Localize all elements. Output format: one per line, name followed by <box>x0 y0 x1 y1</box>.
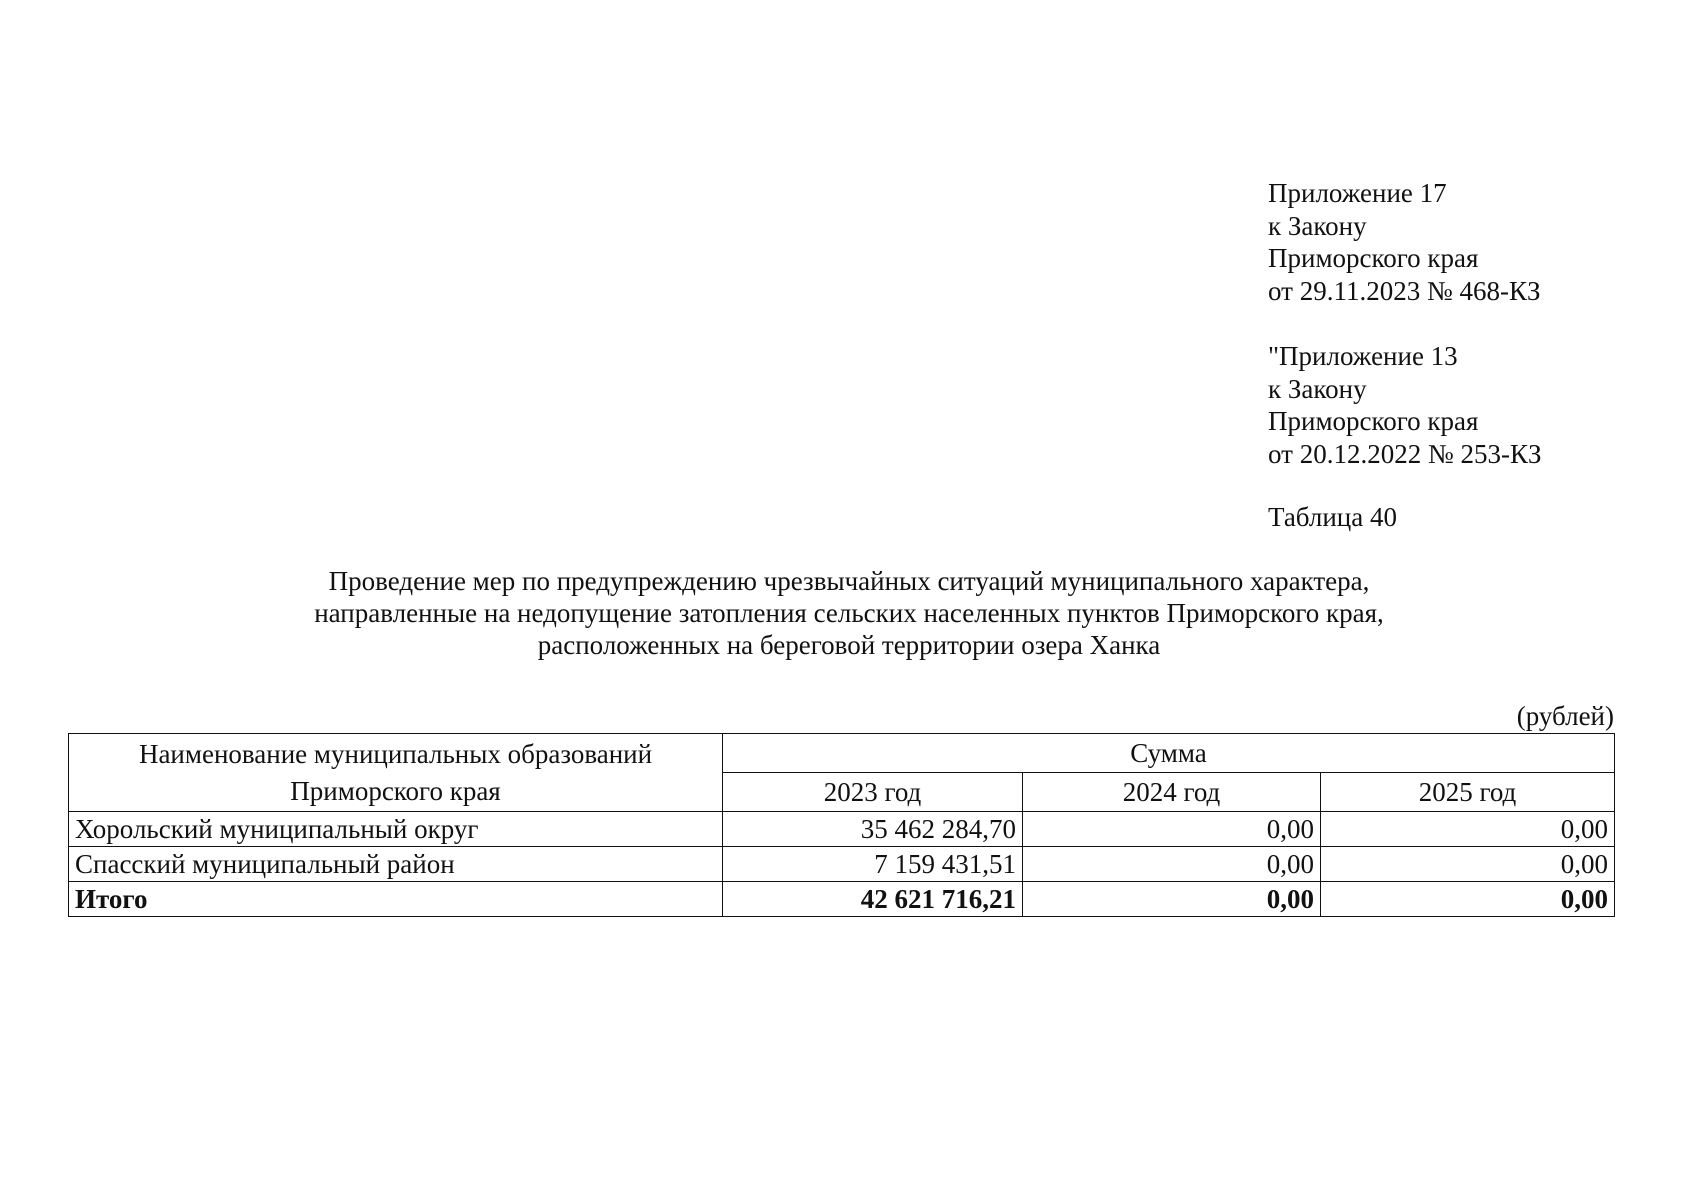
amount-2023: 7 159 431,51 <box>723 847 1023 882</box>
header-line: Приморского края <box>290 775 501 806</box>
annex-line: от 20.12.2022 № 253-КЗ <box>1268 438 1542 469</box>
municipality-column-header <box>69 734 723 812</box>
document-title <box>0 565 1698 661</box>
annex-line: к Закону <box>1268 210 1367 241</box>
amount-2023: 35 462 284,70 <box>723 812 1023 847</box>
total-2025: 0,00 <box>1321 882 1615 917</box>
table-header-row <box>69 734 1615 773</box>
annex-line: Приморского края <box>1268 406 1479 436</box>
year-header-2024: 2024 год <box>1023 773 1321 812</box>
table-label: Таблица 40 <box>1268 502 1397 532</box>
amount-2025: 0,00 <box>1321 812 1615 847</box>
municipality-name: Хорольский муниципальный округ <box>69 812 723 847</box>
total-2024: 0,00 <box>1023 882 1321 917</box>
title-line: направленные на недопущение затопления сельских населенных пунктов Приморского края, <box>314 598 1384 628</box>
units-label: (рублей) <box>1516 701 1614 731</box>
annex-reference <box>1268 177 1541 534</box>
amount-2025: 0,00 <box>1321 847 1615 882</box>
table-row <box>69 812 1615 847</box>
table-row <box>69 847 1615 882</box>
annex-line: к Закону <box>1268 373 1367 404</box>
total-2023: 42 621 716,21 <box>723 882 1023 917</box>
total-label: Итого <box>69 882 723 917</box>
header-line: Наименование муниципальных образований <box>138 738 653 769</box>
amount-2024: 0,00 <box>1023 847 1321 882</box>
amount-2024: 0,00 <box>1023 812 1321 847</box>
total-row <box>69 882 1615 917</box>
year-header-2025: 2025 год <box>1321 773 1615 812</box>
annex-line: от 29.11.2023 № 468-КЗ <box>1268 275 1541 306</box>
title-line: Проведение мер по предупреждению чрезвычайных ситуаций муниципального характера, <box>328 566 1370 596</box>
annex-line: "Приложение 13 <box>1268 341 1458 371</box>
title-line: расположенных на береговой территории озера Ханка <box>537 630 1161 660</box>
annex-line: Приложение 17 <box>1268 178 1447 208</box>
annex-line: Приморского края <box>1268 243 1479 273</box>
municipality-name: Спасский муниципальный район <box>69 847 723 882</box>
year-header-2023: 2023 год <box>723 773 1023 812</box>
sum-column-header: Сумма <box>723 734 1615 773</box>
funding-table <box>68 733 1615 917</box>
